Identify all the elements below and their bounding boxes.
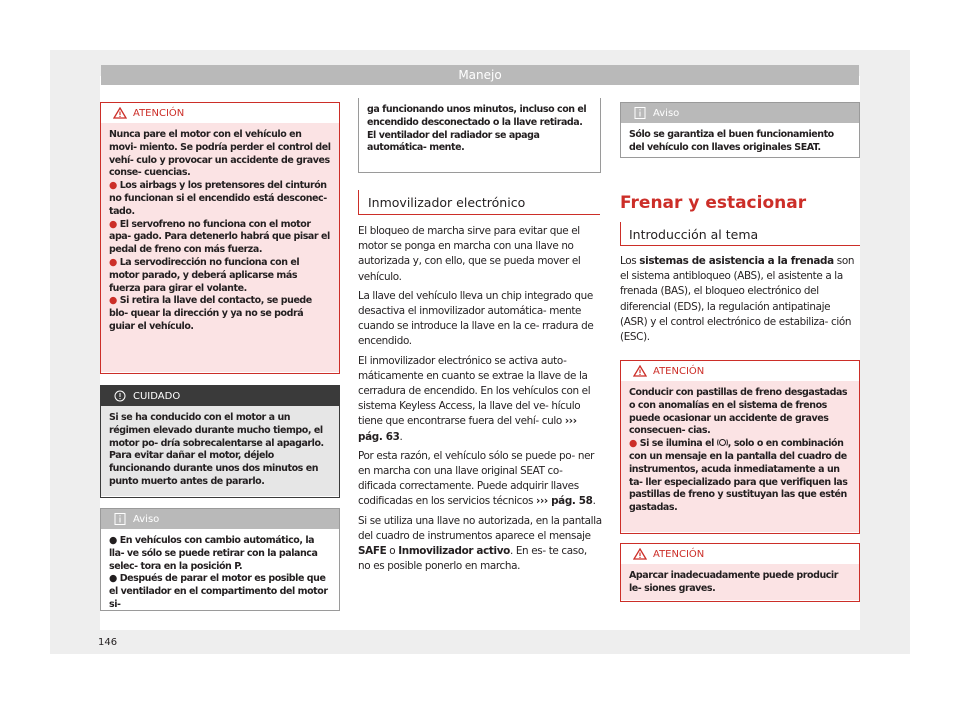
section-rule [620,245,860,246]
section-title-inmovilizador: Inmovilizador electrónico [368,195,526,210]
paragraph: La llave del vehículo lleva un chip integrado que desactiva el inmovilizador automática- mente cuando se introduce la llave en la ce- rradura de encendido. [358,289,594,348]
info-circle-icon [113,390,127,402]
warning-box-brakes [620,360,860,534]
warning-header [621,361,859,381]
notice-continuation-box [358,98,601,173]
chapter-title: Frenar y estacionar [620,193,807,213]
paragraph: Los sistemas de asistencia a la frenada son el sistema antibloqueo (ABS), el asistente a la frenada (BAS), el bloqueo electrónico del diferencial (EDS), la regulación antipatinaje (ASR) y el control electrónico de estabiliza- ción (ESC). [620,255,855,344]
brake-pad-warning-icon [717,438,728,447]
warning-text: Aparcar inadecuadamente puede producir le- siones graves. [629,570,838,594]
caution-body [101,406,339,496]
warning-triangle-icon [633,365,647,377]
intro-text [620,254,860,349]
warning-title: ATENCIÓN [133,107,185,119]
warning-bullet: ● Los airbags y los pretensores del cinturón no funcionan si el encendido está desconec- tado. [109,180,327,217]
notice-box-right [620,102,860,158]
caution-title: CUIDADO [133,390,181,402]
notice-title: Aviso [133,513,160,525]
section-rule [358,214,600,215]
warning-bullet: ● El servofreno no funciona con el motor apa- gado. Para detenerlo habrá que pisar el pedal de freno con más fuerza. [109,218,330,256]
page-ref-link[interactable]: ››› pág. 58 [536,495,593,508]
section-title-introduccion: Introducción al tema [629,227,759,242]
inmovilizador-text [358,224,602,578]
notice-title: Aviso [653,107,680,119]
warning-body [621,564,859,600]
warning-bullet: ● Si se ilumina el , solo o en combinación con un mensaje en la pantalla del cuadro de instrumentos, acuda inmediatamente a un ta- ller especializado para que verifiquen las pastillas de freno y sustituyan las que estén gastadas. [629,438,848,514]
warning-box-parking [620,543,860,602]
paragraph: El inmovilizador electrónico se activa auto- máticamente en cuanto se extrae la llave de la cerradura de encendido. En los vehículos con el sistema Keyless Access, la llave del ve- hículo tiene que encontrarse fuera del vehí- culo ››› pág. 63. [358,354,591,443]
notice-continuation-text: ga funcionando unos minutos, incluso con el encendido desconectado o la llave retirada. El ventilador del radiador se apaga automática- mente. [367,104,587,154]
warning-triangle-icon [633,548,647,560]
section-rule-mark [358,190,359,214]
notice-body [621,123,859,162]
warning-intro: Nunca pare el motor con el vehículo en movi- miento. Se podría perder el control del vehí- culo y provocar un accidente de graves conse- cuencias. [109,129,331,179]
warning-body [101,123,339,372]
warning-title: ATENCIÓN [653,365,705,377]
notice-continuation-body [359,98,600,162]
page-header: Manejo [101,65,859,85]
warning-header [101,103,339,123]
paragraph: Si se utiliza una llave no autorizada, en la pantalla del cuadro de instrumentos aparece el mensaje SAFE o Inmovilizador activo. En es- te caso, no es posible ponerlo en marcha. [358,514,602,573]
page-number: 146 [98,637,118,648]
paragraph: El bloqueo de marcha sirve para evitar que el motor se ponga en marcha con una llave no autorizada y, con ello, que se pueda mover el vehículo. [358,225,581,283]
warning-title: ATENCIÓN [653,548,705,560]
warning-body [621,381,859,532]
info-icon [633,107,647,119]
notice-header [101,509,339,529]
info-icon [113,513,127,525]
warning-triangle-icon [113,107,127,119]
notice-bullet: ● Después de parar el motor es posible que el ventilador en el compartimento del motor si- [109,573,328,610]
notice-text: Sólo se garantiza el buen funcionamiento del vehículo con llaves originales SEAT. [629,129,834,153]
warning-box-left [100,102,340,374]
caution-box [100,385,340,498]
notice-box-left [100,508,340,611]
notice-bullet: ● En vehículos con cambio automático, la lla- ve sólo se puede retirar con la palanca selec- tora en la posición P. [109,535,318,572]
warning-header [621,544,859,564]
notice-header [621,103,859,123]
warning-bullet: ● Si retira la llave del contacto, se puede blo- quear la dirección y ya no se podrá guiar el vehículo. [109,295,312,332]
paragraph: Por esta razón, el vehículo sólo se puede po- ner en marcha con una llave original SEAT co- dificada correctamente. Puede adquirir llaves codificadas en los servicios técnicos ››› pág. 58. [358,449,596,508]
caution-header [101,386,339,406]
notice-body [101,529,339,609]
warning-intro: Conducir con pastillas de freno desgastadas o con anomalías en el sistema de frenos puede ocasionar un accidente de graves consecuen- cias. [629,387,848,437]
page-ref-link[interactable]: ››› pág. 63 [358,415,577,443]
caution-text: Si se ha conducido con el motor a un régimen elevado durante mucho tiempo, el motor po- dría sobrecalentarse al apagarlo. Para evitar dañar el motor, déjelo funcionando durante unos dos minutos en punto muerto antes de pararlo. [109,412,324,487]
section-rule-mark [620,222,621,245]
warning-bullet: ● La servodirección no funciona con el motor parado, y deberá aplicarse más fuerza para girar el volante. [109,256,300,294]
